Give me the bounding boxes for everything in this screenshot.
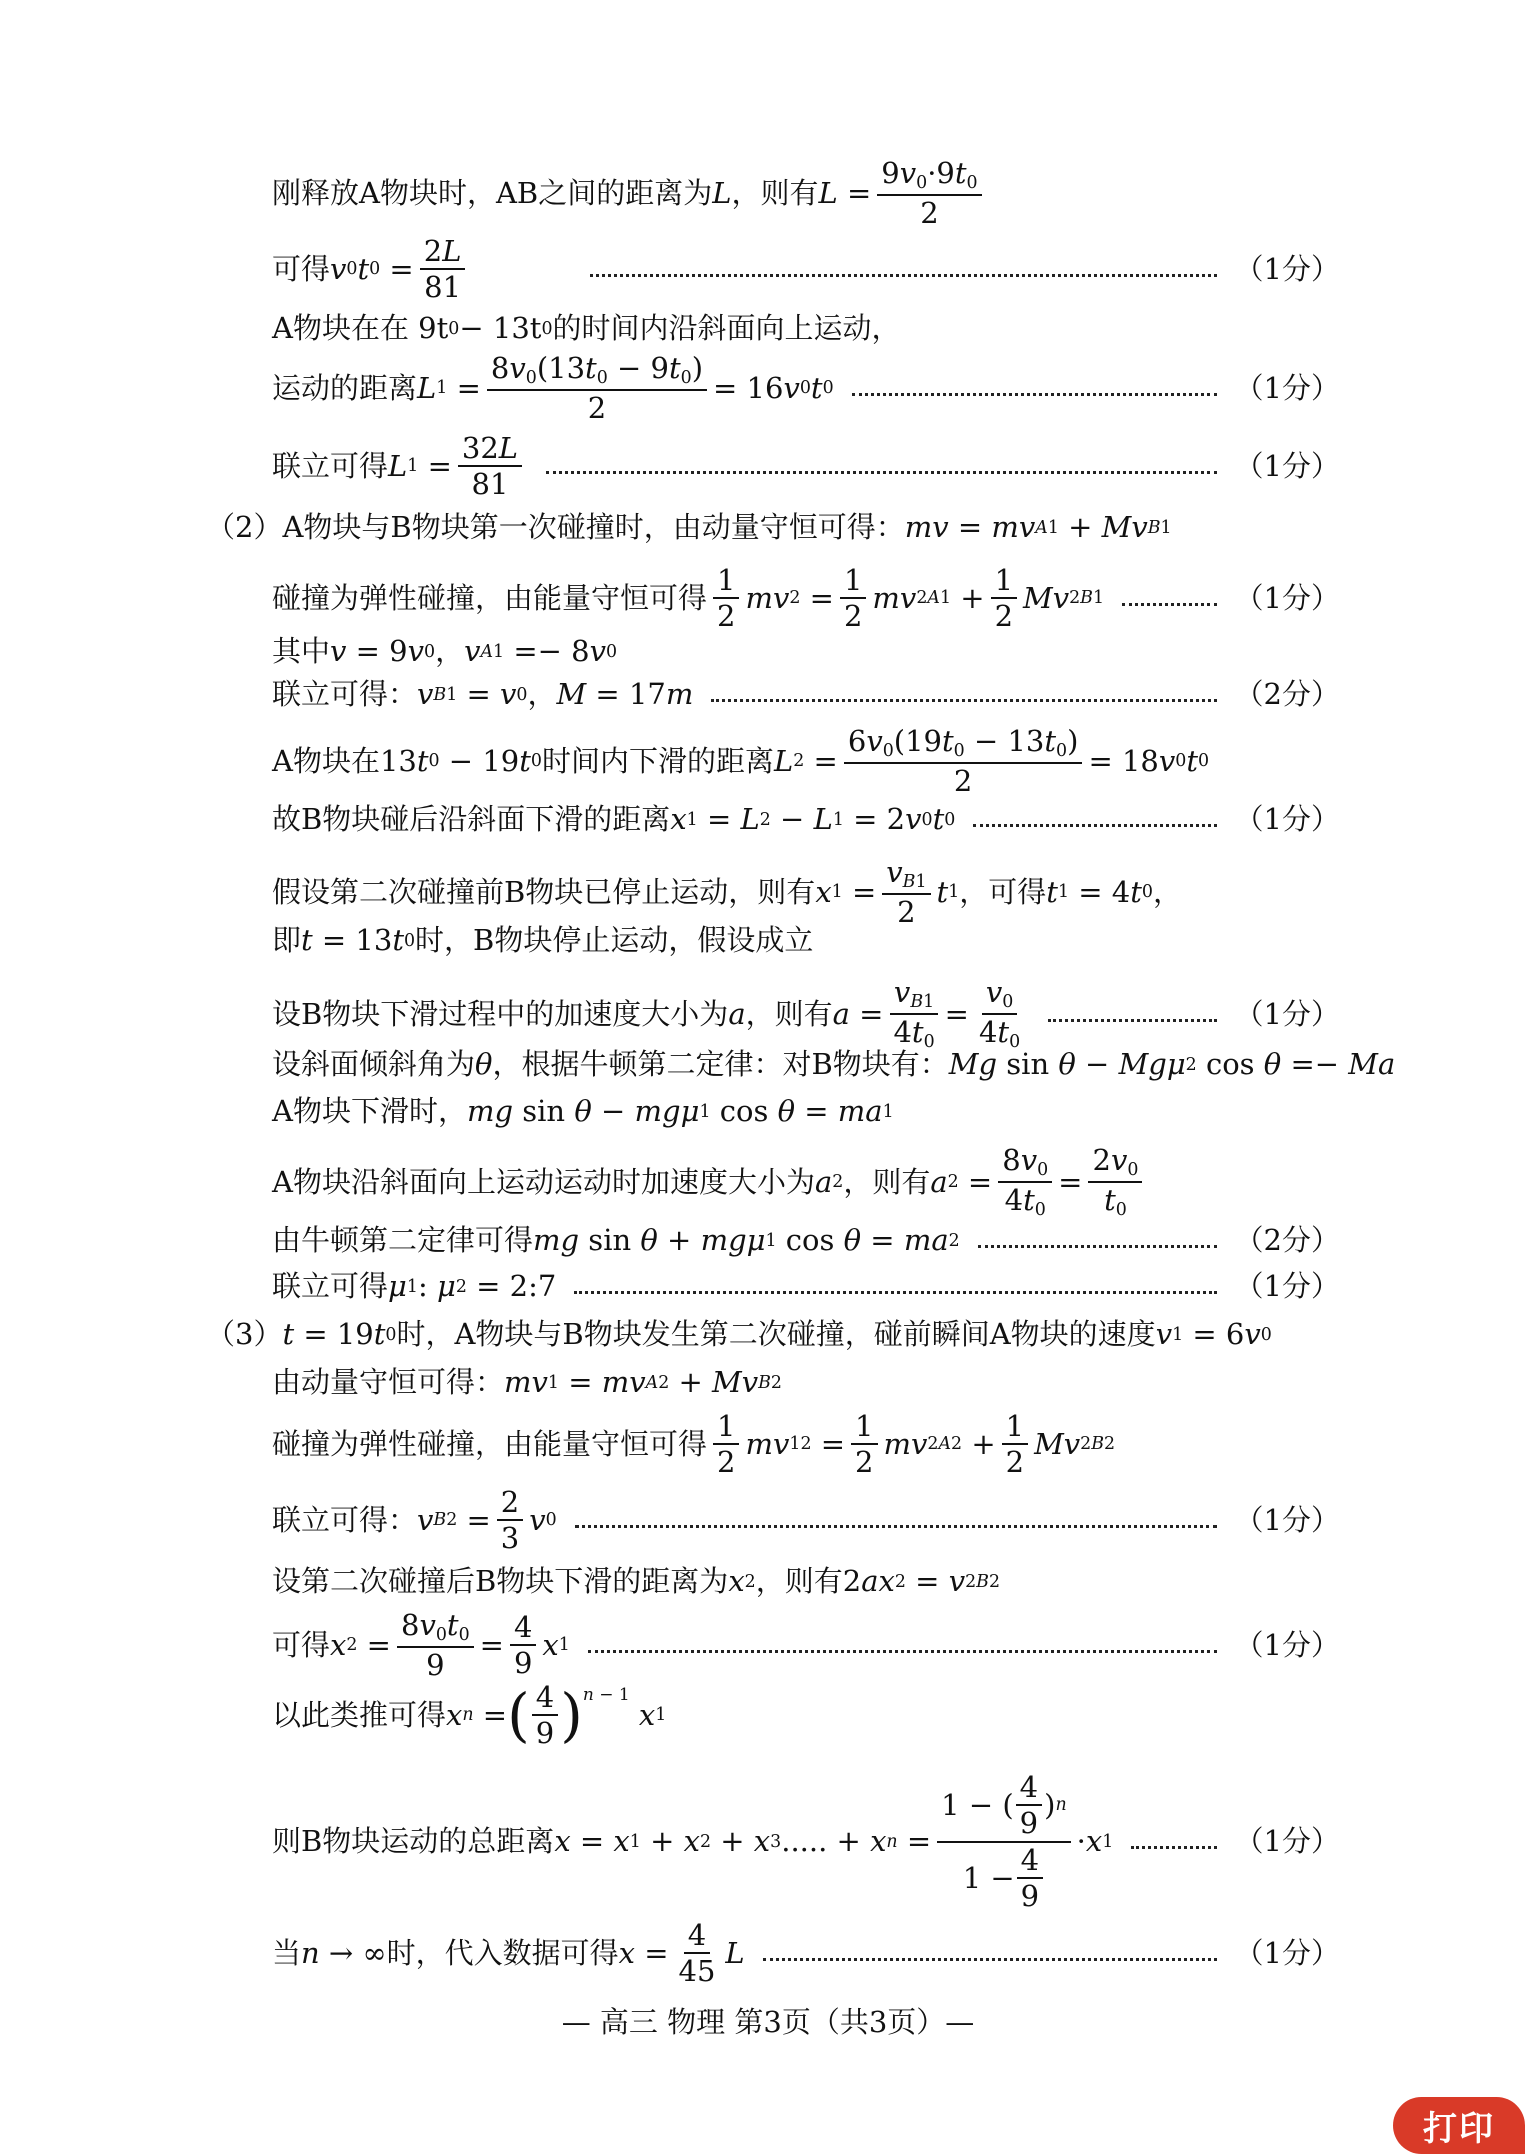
- fraction: $\frac{2L}{81}$: [420, 236, 466, 303]
- fraction: $\frac{v_0}{4t_0}$: [978, 975, 1021, 1053]
- fraction: $\frac{8v_0t_0}{9}$: [397, 1610, 474, 1681]
- fraction: $\frac{1}{2}$: [713, 565, 739, 632]
- leader-dots: [1122, 603, 1217, 606]
- score-label: （1分）: [1234, 448, 1340, 483]
- fraction: $\frac{2v_0}{t_0}$: [1088, 1145, 1142, 1220]
- score-label: （1分）: [1234, 1935, 1340, 1970]
- leader-dots: [852, 393, 1217, 396]
- fraction: $\frac{1}{2}$: [1002, 1411, 1028, 1478]
- line-text: 联立可得：: [272, 677, 418, 711]
- fraction: $\frac{8v_0(13t_0 - 9t_0)}{2}$: [487, 353, 707, 424]
- solution-line-5: 联立可得 L 1 = $\frac{32L}{81}$ （1分）: [272, 431, 1340, 502]
- section-label: （2）: [206, 510, 283, 544]
- line-text: ，则有: [755, 1564, 843, 1598]
- solution-line-8: 其中 v = 9 v 0 ， v A1 =− 8 v 0: [272, 634, 618, 668]
- score-label: （1分）: [1234, 1824, 1340, 1859]
- solution-line-3: A物块在在 9t 0 − 13t 0 的时间内沿斜面向上运动，: [272, 311, 901, 345]
- fraction: $\frac{1}{2}$: [713, 1411, 739, 1478]
- line-text: 时，B物块停止运动，假设成立: [415, 923, 814, 957]
- line-text: 假设第二次碰撞前B物块已停止运动，则有: [272, 874, 816, 909]
- line-text: 的时间内沿斜面向上运动，: [552, 311, 901, 345]
- leader-dots: [588, 1650, 1217, 1653]
- leader-dots: [763, 1958, 1217, 1961]
- print-button[interactable]: 打印: [1393, 2097, 1525, 2154]
- leader-dots: [1048, 1019, 1216, 1022]
- score-label: （1分）: [1234, 1502, 1340, 1537]
- fraction: $\frac{1}{2}$: [840, 565, 866, 632]
- fraction: $\frac{9v_0\cdot 9t_0}{2}$: [877, 158, 981, 229]
- line-text: 故B物块碰后沿斜面下滑的距离: [272, 802, 671, 836]
- line-text: 则B物块运动的总距离: [272, 1824, 555, 1859]
- line-text: 联立可得: [272, 448, 389, 483]
- solution-line-27: 则B物块运动的总距离 x = x 1 + x 2 + x 3 ..... + x n = 1 − ( $\frac{4}{9}$ ) n 1 − $\frac{4}{9}$ · x 1 （1分）: [272, 1770, 1340, 1914]
- line-text: A物块下滑时，: [272, 1094, 467, 1128]
- solution-line-28: 当 n → ∞ 时，代入数据可得 x = $\frac{4}{45}$ L （1分）: [272, 1918, 1340, 1989]
- solution-line-22: 碰撞为弹性碰撞，由能量守恒可得 $\frac{1}{2}$ mv 1 2 = $\frac{1}{2}$ mv 2 A2 + $\frac{1}{2}$ Mv 2 B2: [272, 1409, 1116, 1480]
- score-label: （1分）: [1234, 370, 1340, 405]
- fraction: $\frac{8v_0}{4t_0}$: [998, 1145, 1052, 1220]
- line-text: ，则有: [745, 996, 833, 1031]
- fraction: $\frac{2}{3}$: [497, 1487, 523, 1554]
- line-text: 碰撞为弹性碰撞，由能量守恒可得: [272, 1426, 708, 1461]
- fraction: 1 − ( $\frac{4}{9}$ ) n 1 − $\frac{4}{9}$: [937, 1772, 1070, 1912]
- line-text: 设斜面倾斜角为: [272, 1047, 476, 1081]
- line-text: ，则有: [731, 175, 819, 210]
- leader-dots: [973, 824, 1216, 827]
- line-text: ，可得: [959, 874, 1047, 909]
- solution-line-21: 由动量守恒可得： mv 1 = mv A2 + Mv B2: [272, 1365, 782, 1399]
- leader-dots: [575, 1525, 1217, 1528]
- line-text: 设第二次碰撞后B物块下滑的距离为: [272, 1564, 729, 1598]
- line-text: A物块在在 9t: [272, 311, 449, 345]
- solution-line-15: 设斜面倾斜角为 θ ，根据牛顿第二定律：对B物块有： Mg sin θ − Mgμ 2 cos θ =− Ma: [272, 1047, 1396, 1081]
- solution-line-1: 刚释放A物块时，AB之间的距离为 L ，则有 L = $\frac{9v_0\cdot 9t_0}{2}$: [272, 158, 1340, 229]
- solution-line-9: 联立可得： v B1 = v 0 ， M = 17 m （2分）: [272, 677, 1340, 711]
- line-text: 联立可得: [272, 1269, 389, 1303]
- solution-line-6: （2） A物块与B物块第一次碰撞时，由动量守恒可得： mv = mv A1 + Mv B1: [206, 510, 1172, 544]
- line-text: 由动量守恒可得：: [272, 1365, 505, 1399]
- score-label: （2分）: [1234, 677, 1340, 711]
- line-text: 由牛顿第二定律可得: [272, 1223, 534, 1257]
- score-label: （1分）: [1234, 251, 1340, 286]
- line-text: 当: [272, 1935, 302, 1970]
- line-text: 即: [272, 923, 302, 957]
- fraction: $\frac{4}{9}$: [510, 1612, 536, 1679]
- score-label: （2分）: [1234, 1223, 1340, 1257]
- solution-line-25: 可得 x 2 = $\frac{8v_0t_0}{9}$ = $\frac{4}{9}$ x 1 （1分）: [272, 1608, 1340, 1683]
- solution-line-14: 设B物块下滑过程中的加速度大小为 a ，则有 a = $\frac{v_{B1}}{4t_0}$ = $\frac{v_0}{4t_0}$ （1分）: [272, 975, 1340, 1053]
- line-text: 设B物块下滑过程中的加速度大小为: [272, 996, 729, 1031]
- leader-dots: [574, 1291, 1216, 1294]
- line-text: 刚释放A物块时，AB之间的距离为: [272, 175, 713, 210]
- line-text: 其中: [272, 634, 331, 668]
- page-footer: — 高三 物理 第3页（共3页）—: [561, 2005, 975, 2039]
- line-text: 可得: [272, 1627, 331, 1662]
- score-label: （1分）: [1234, 996, 1340, 1031]
- fraction: $\frac{32L}{81}$: [458, 433, 522, 500]
- leader-dots: [1131, 1846, 1216, 1849]
- fraction: $\frac{v_{B1}}{2}$: [882, 857, 930, 928]
- fraction: $\frac{1}{2}$: [991, 565, 1017, 632]
- leader-dots: [546, 471, 1216, 474]
- solution-line-20: （3） t = 19 t 0 时，A物块与B物块发生第二次碰撞，碰前瞬间A物块的速度 v 1 = 6 v 0: [206, 1317, 1272, 1351]
- solution-line-26: 以此类推可得 x n = ( $\frac{4}{9}$ ) n − 1 x 1: [272, 1680, 667, 1751]
- line-text: A物块与B物块第一次碰撞时，由动量守恒可得：: [282, 510, 905, 544]
- solution-line-7: 碰撞为弹性碰撞，由能量守恒可得 $\frac{1}{2}$ mv 2 = $\frac{1}{2}$ mv 2 A1 + $\frac{1}{2}$ Mv 2 B1 （1分）: [272, 563, 1340, 634]
- line-text: A物块在: [272, 743, 380, 778]
- line-text: 以此类推可得: [272, 1697, 447, 1732]
- line-text: 可得: [272, 251, 331, 286]
- line-text: A物块沿斜面向上运动运动时加速度大小为: [272, 1164, 815, 1199]
- solution-line-4: 运动的距离 L 1 = $\frac{8v_0(13t_0 - 9t_0)}{2}$ = 16 v 0 t 0 （1分）: [272, 351, 1340, 426]
- leader-dots: [711, 699, 1216, 702]
- leader-dots: [978, 1245, 1217, 1248]
- solution-line-18: 由牛顿第二定律可得 mg sin θ + mgμ 1 cos θ = ma 2 （2分）: [272, 1223, 1340, 1257]
- fraction: $\frac{4}{9}$: [532, 1682, 558, 1749]
- line-text: 时，代入数据可得: [386, 1935, 619, 1970]
- line-text: − 13t: [459, 311, 542, 345]
- fraction: $\frac{4}{45}$: [678, 1918, 716, 1989]
- line-text: 时，A物块与B物块发生第二次碰撞，碰前瞬间A物块的速度: [396, 1317, 1156, 1351]
- line-text: ，根据牛顿第二定律：对B物块有：: [492, 1047, 949, 1081]
- solution-line-24: 设第二次碰撞后B物块下滑的距离为 x 2 ，则有 2 ax 2 = v 2 B2: [272, 1564, 1001, 1598]
- line-text: 运动的距离: [272, 370, 418, 405]
- fraction: $\frac{6v_0(19t_0 - 13t_0)}{2}$: [844, 726, 1083, 797]
- solution-line-11: 故B物块碰后沿斜面下滑的距离 x 1 = L 2 − L 1 = 2 v 0 t 0 （1分）: [272, 802, 1340, 836]
- fraction: $\frac{v_{B1}}{4t_0}$: [889, 977, 938, 1052]
- solution-line-23: 联立可得： v B2 = $\frac{2}{3}$ v 0 （1分）: [272, 1485, 1340, 1556]
- fraction: $\frac{1}{2}$: [851, 1411, 877, 1478]
- solution-line-17: A物块沿斜面向上运动运动时加速度大小为 a 2 ，则有 a 2 = $\frac{8v_0}{4t_0}$ = $\frac{2v_0}{t_0}$: [272, 1145, 1340, 1220]
- section-label: （3）: [206, 1317, 283, 1351]
- score-label: （1分）: [1234, 1269, 1340, 1303]
- solution-line-10: A物块在 13 t 0 − 19 t 0 时间内下滑的距离 L 2 = $\frac{6v_0(19t_0 - 13t_0)}{2}$ = 18 v 0 t 0: [272, 724, 1210, 799]
- solution-line-2: 可得 v 0 t 0 = $\frac{2L}{81}$ （1分）: [272, 234, 1340, 305]
- score-label: （1分）: [1234, 580, 1340, 615]
- line-text: 碰撞为弹性碰撞，由能量守恒可得: [272, 580, 708, 615]
- line-text: 联立可得：: [272, 1502, 418, 1537]
- solution-line-16: A物块下滑时， mg sin θ − mgμ 1 cos θ = ma 1: [272, 1094, 894, 1128]
- leader-dots: [590, 274, 1217, 277]
- solution-line-12: 假设第二次碰撞前B物块已停止运动，则有 x 1 = $\frac{v_{B1}}{2}$ t 1 ，可得 t 1 = 4 t 0 ，: [272, 855, 1182, 930]
- score-label: （1分）: [1234, 1627, 1340, 1662]
- solution-line-13: 即 t = 13 t 0 时，B物块停止运动，假设成立: [272, 923, 814, 957]
- solution-line-19: 联立可得 μ 1 : μ 2 = 2:7 （1分）: [272, 1269, 1340, 1303]
- line-text: 时间内下滑的距离: [541, 743, 774, 778]
- score-label: （1分）: [1234, 802, 1340, 836]
- line-text: ，则有: [843, 1164, 931, 1199]
